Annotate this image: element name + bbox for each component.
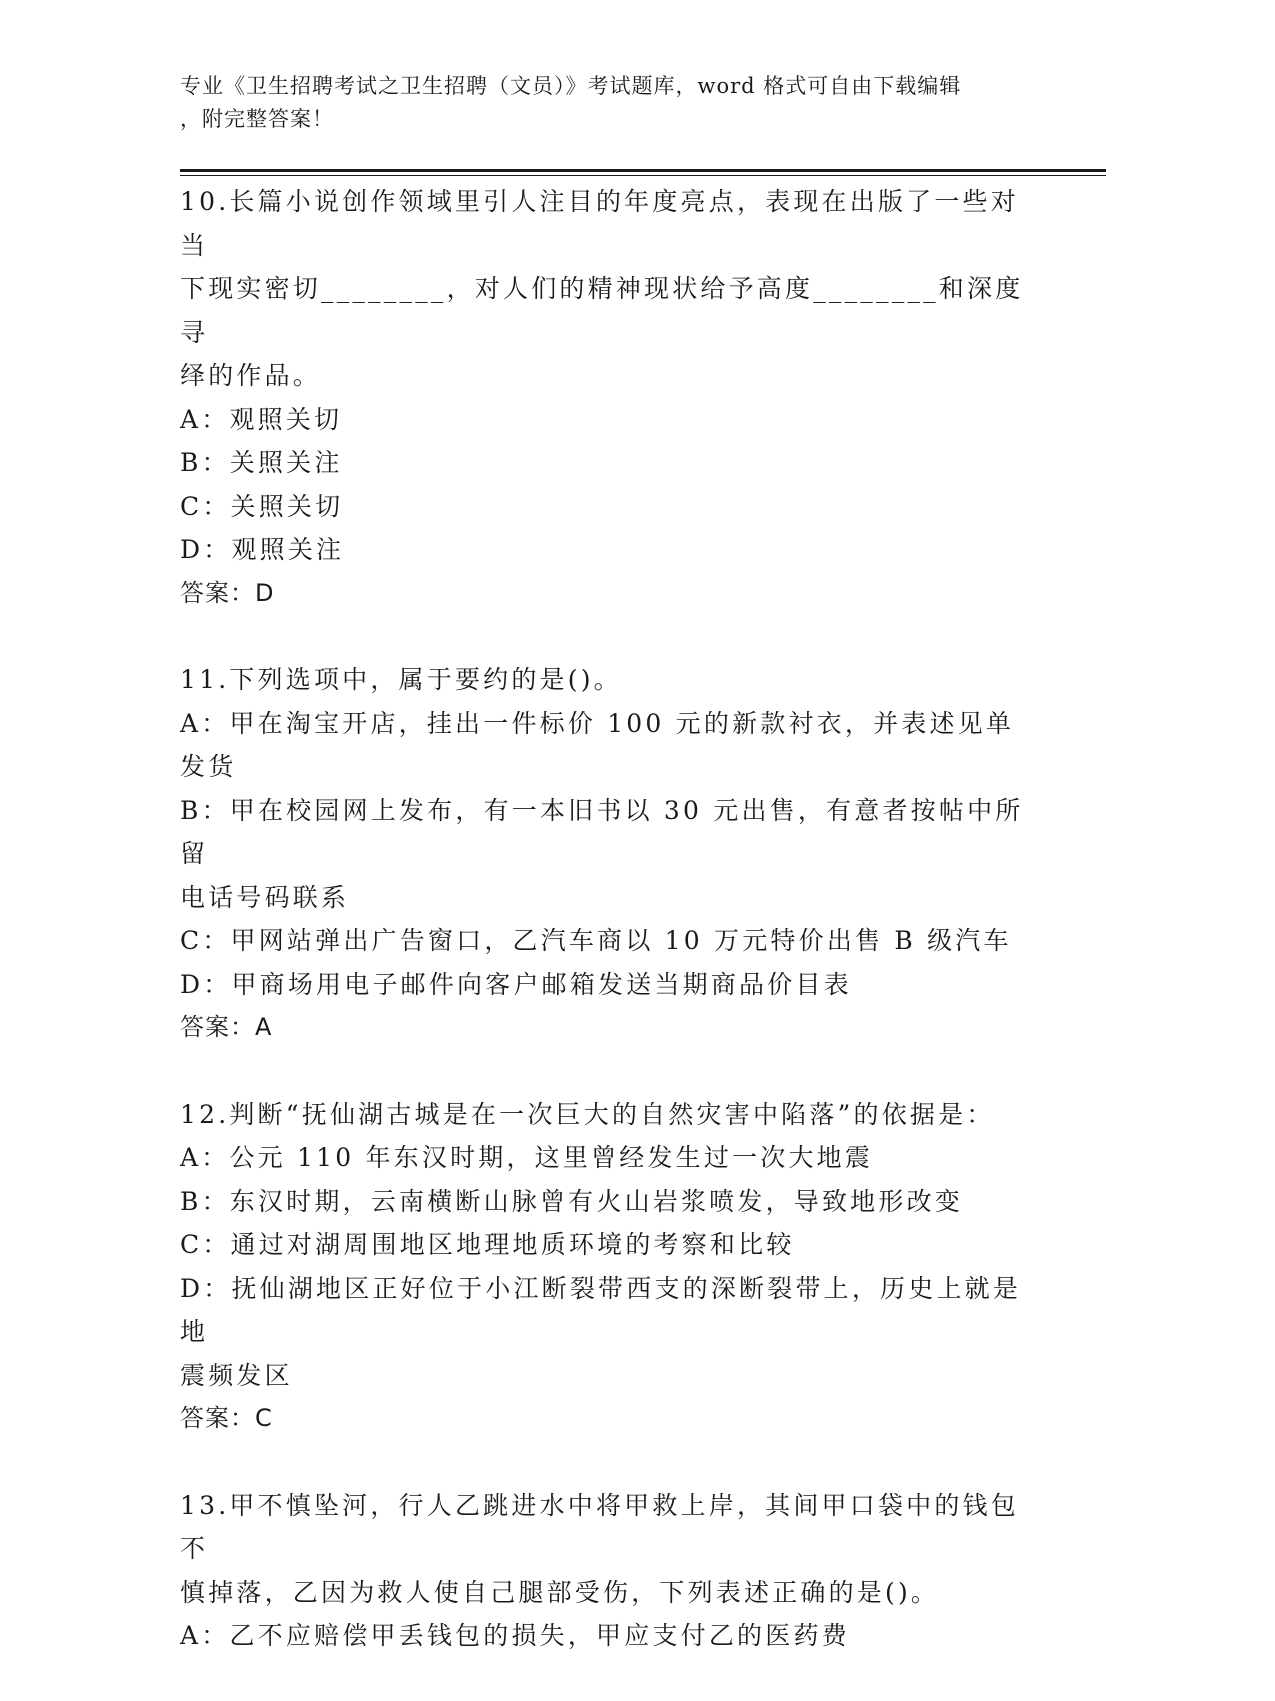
question-stem-line: 下现实密切________，对人们的精神现状给予高度________和深度寻 [180, 274, 1024, 347]
answer-label: 答案：C [180, 1404, 273, 1432]
document-header [180, 70, 1040, 136]
option-d: D：甲商场用电子邮件向客户邮箱发送当期商品价目表 [180, 969, 852, 999]
option-b: B：甲在校园网上发布，有一本旧书以 30 元出售，有意者按帖中所留 [180, 795, 1024, 868]
option-b: B：关照关注 [180, 448, 343, 477]
question-11 [180, 658, 1040, 1050]
question-list [180, 180, 1040, 1701]
answer-label: 答案：A [180, 1013, 273, 1041]
header-description-line-1: 专业《卫生招聘考试之卫生招聘（文员）》考试题库，word 格式可自由下载编辑 [180, 74, 962, 98]
question-13 [180, 1484, 1040, 1658]
question-10 [180, 180, 1040, 615]
answer-label: 答案：D [180, 578, 275, 607]
question-stem-line: 慎掉落，乙因为救人使自己腿部受伤，下列表述正确的是()。 [180, 1577, 940, 1607]
header-divider-thick [180, 169, 1106, 172]
header-description-line-2: ，附完整答案！ [180, 107, 334, 131]
option-d: D：观照关注 [180, 535, 345, 564]
question-stem-line: 10.长篇小说创作领域里引人注目的年度亮点，表现在出版了一些对当 [180, 187, 1019, 260]
option-a: A：公元 110 年东汉时期，这里曾经发生过一次大地震 [180, 1143, 874, 1172]
option-c: C：关照关切 [180, 491, 344, 521]
option-c: C：通过对湖周围地区地理地质环境的考察和比较 [180, 1230, 795, 1259]
question-12 [180, 1093, 1040, 1441]
question-stem-line: 11.下列选项中，属于要约的是()。 [180, 665, 622, 694]
option-d-continued: 震频发区 [180, 1360, 293, 1390]
option-a: A：观照关切 [180, 404, 343, 434]
question-stem-line: 12.判断“抚仙湖古城是在一次巨大的自然灾害中陷落”的依据是： [180, 1099, 995, 1129]
question-stem-line: 绎的作品。 [180, 361, 322, 390]
question-stem-line: 13.甲不慎坠河，行人乙跳进水中将甲救上岸，其间甲口袋中的钱包不 [180, 1490, 1019, 1563]
option-c: C：甲网站弹出广告窗口，乙汽车商以 10 万元特价出售 B 级汽车 [180, 926, 1012, 955]
header-divider-thin [180, 175, 1106, 176]
option-d: D：抚仙湖地区正好位于小江断裂带西支的深断裂带上，历史上就是地 [180, 1273, 1022, 1346]
option-a: A：甲在淘宝开店，挂出一件标价 100 元的新款衬衣，并表述见单发货 [180, 708, 1015, 781]
option-a: A：乙不应赔偿甲丢钱包的损失，甲应支付乙的医药费 [180, 1621, 850, 1650]
option-b-continued: 电话号码联系 [180, 882, 350, 912]
option-b: B：东汉时期，云南横断山脉曾有火山岩浆喷发，导致地形改变 [180, 1186, 963, 1216]
